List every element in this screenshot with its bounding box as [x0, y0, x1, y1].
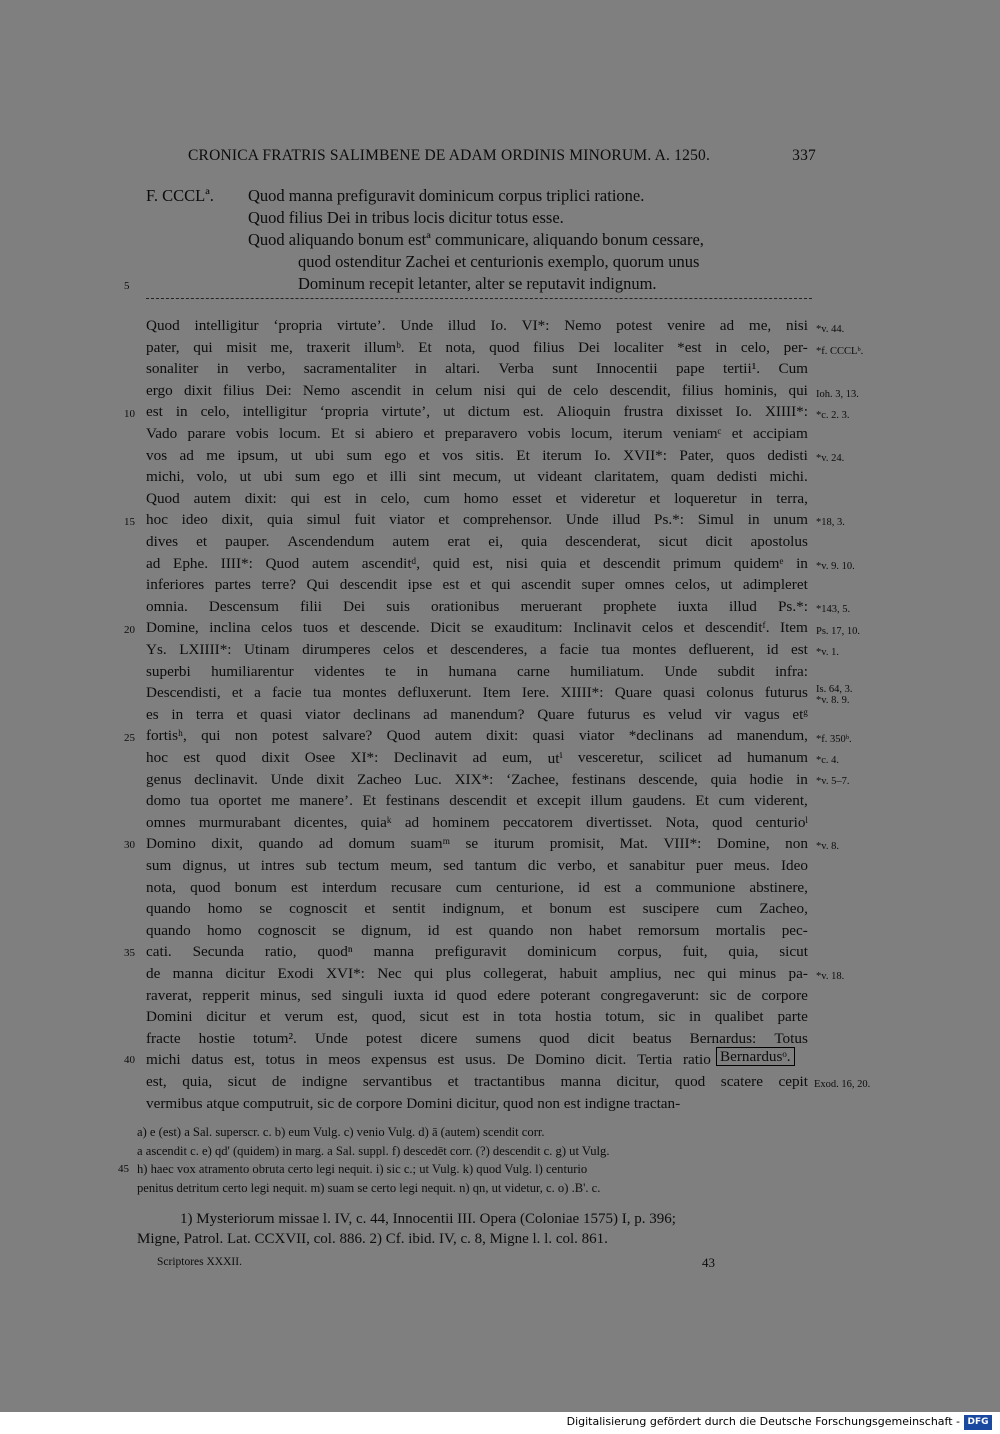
- body-line: cati. Secunda ratio, quodⁿ manna prefiguravit dominicum corpus, fuit, quia, sicut: [146, 943, 808, 961]
- margin-ref: Exod. 16, 20.: [814, 1079, 871, 1090]
- boxed-word-text: Bernardusᵒ.: [716, 1047, 795, 1066]
- body-line: quando homo se cognoscit et sentit indignum, et bonum est suscipere cum Zacheo,: [146, 900, 808, 918]
- body-line: es in terra et quasi viator declinans ad manendum? Quare futurus es velud vir vagus etᵍ: [146, 705, 808, 723]
- margin-ref: *c. 2. 3.: [816, 410, 850, 421]
- body-line: Quod intelligitur ‘propria virtute’. Unde illud Io. VI*: Nemo potest venire ad me, nisi: [146, 317, 808, 334]
- heading-line: Dominum recepit letanter, alter se reputavit indignum.: [298, 274, 657, 293]
- body-line: vermibus atque computruit, sic de corpore Domini dicitur, quod non est indigne tractan-: [146, 1094, 681, 1112]
- body-line: superbi humiliarentur videntes te in humana carne humiliatum. Unde subdit infra:: [146, 662, 808, 680]
- running-header: [188, 147, 816, 165]
- line-number: 45: [118, 1163, 129, 1175]
- dfg-logo: DFG: [964, 1415, 992, 1430]
- body-line: omnia. Descensum filii Dei suis orationibus meruerant prophete iuxta illud Ps.*:: [146, 597, 808, 615]
- body-line: domo tua oportet me manere’. Et festinans descendit et excepit illum gaudens. Et cum viderent,: [146, 792, 808, 810]
- line-number: 25: [124, 732, 135, 744]
- body-line: ad Ephe. IIII*: Quod autem ascenditᵈ, quid est, nisi quia et descendit primum quidemᵉ in: [146, 554, 808, 572]
- sheet-number: 43: [702, 1255, 715, 1270]
- line-number: 40: [124, 1054, 135, 1066]
- body-line: de manna dicitur Exodi XVI*: Nec qui plus collegerat, habuit amplius, nec qui minus pa-: [146, 965, 808, 982]
- note-line: a) e (est) a Sal. superscr. c. b) eum Vulg. c) venio Vulg. d) ā (autem) scendit corr.: [137, 1125, 545, 1139]
- boxed-word: [716, 1048, 795, 1066]
- body-line: sum dignus, ut intres sub tectum meum, sed tantum dic verbo, et sanabitur puer meus. Ideo: [146, 857, 808, 874]
- margin-ref: *v. 24.: [816, 453, 845, 464]
- body-line: ergo dixit filius Dei: Nemo ascendit in celum nisi qui de celo descendit, filius hominis, qui: [146, 381, 808, 399]
- body-line: Vado parare vobis locum. Et si abiero et preparavero vobis locum, iterum veniamᶜ et accipiam: [146, 425, 808, 442]
- margin-ref: *c. 4.: [816, 755, 840, 766]
- body-line: dives et pauper. Ascendendum autem erat ei, quia descenderat, sicut dicit apostolus: [146, 533, 808, 550]
- margin-ref: *18, 3.: [816, 517, 845, 528]
- body-line: vos ad me ipsum, ut ubi sum ego et vos sitis. Et iterum Io. XVII*: Pater, quos dedisti: [146, 446, 808, 464]
- running-title: CRONICA FRATRIS SALIMBENE DE ADAM ORDINIS MINORUM. A. 1250.: [188, 147, 711, 164]
- body-line: raverat, repperit minus, sed singuli iuxta id quod edere poterant congregaverunt: sic de corpore: [146, 986, 808, 1004]
- body-line: Domino dixit, quando ad domum suamᵐ se iturum promisit, Mat. VIII*: Domine, non: [146, 835, 808, 853]
- body-line: fortisʰ, qui non potest salvare? Quod autem dixit: quasi viator *declinans ad manendum,: [146, 727, 808, 745]
- footer-bar: [0, 1412, 1000, 1434]
- folio-mark: F. CCCLª.: [146, 186, 214, 205]
- body-line: pater, qui misit me, traxerit illumᵇ. Et nota, quod filius Dei localiter *est in celo, per-: [146, 338, 808, 356]
- margin-ref: Ioh. 3, 13.: [816, 389, 859, 400]
- note-line: penitus detritum certo legi nequit. m) suam se certo legi nequit. n) qn, ut videtur, c. o) .B'. c.: [137, 1181, 601, 1195]
- margin-ref: *f. 350ᵇ.: [816, 734, 852, 745]
- body-line: Domine, inclina celos tuos et descende. Dicit se exauditum: Inclinavit celos et descenditᶠ. Item: [146, 619, 808, 637]
- line-number: 30: [124, 839, 135, 851]
- margin-ref: *v. 44.: [816, 324, 845, 335]
- funding-notice: Digitalisierung gefördert durch die Deutsche Forschungsgemeinschaft -: [566, 1415, 960, 1428]
- footnote-line: 1) Mysteriorum missae l. IV, c. 44, Innocentii III. Opera (Coloniae 1575) I, p. 396;: [180, 1211, 676, 1227]
- heading-line: quod ostenditur Zachei et centurionis exemplo, quorum unus: [298, 252, 700, 271]
- note-line: h) haec vox atramento obruta certo legi nequit. i) sic c.; ut Vulg. k) quod Vulg. l) centurio: [137, 1162, 588, 1176]
- body-line: Domini dicitur et verum est, quod, sicut est in tota hostia totum, sic in qualibet parte: [146, 1008, 808, 1026]
- margin-ref: *v. 18.: [816, 971, 845, 982]
- line-number: 10: [124, 408, 135, 420]
- separator-rule: [146, 298, 812, 299]
- body-line: Quod autem dixit: qui est in celo, cum homo esset et videretur et loqueretur in terra,: [146, 489, 808, 507]
- margin-ref: *f. CCCLᵇ.: [816, 346, 864, 357]
- body-line: sonaliter in verbo, sacramentaliter in altari. Verba sunt Innocentii pape tertii¹. Cum: [146, 360, 808, 378]
- body-line: est, quia, sicut de indigne servantibus et tractantibus manna dicitur, quod scatere cepit: [146, 1073, 808, 1090]
- body-line: nota, quod bonum est interdum recusare cum centurione, id est a communione abstinere,: [146, 878, 808, 896]
- body-line: inferiores partes terre? Qui descendit ipse est et qui ascendit super omnes celos, ut adimpleret: [146, 576, 808, 594]
- body-line: michi datus est, totus in meos expensus est usus. De Domino dicit. Tertia ratio: [146, 1051, 711, 1069]
- body-line: Descendisti, et a facie tua montes defluxerunt. Item Iere. XIIII*: Quare quasi colonus futurus: [146, 684, 808, 702]
- body-line: fracte hostie totum². Unde potest dicere sumens quod dicit beatus Bernardus: Totus: [146, 1029, 808, 1047]
- margin-ref: *v. 8. 9.: [816, 695, 850, 706]
- margin-ref: Ps. 17, 10.: [816, 626, 861, 637]
- margin-ref: Is. 64, 3.: [816, 684, 853, 695]
- body-line: hoc ideo dixit, quia simul fuit viator et comprehensor. Unde illud Ps.*: Simul in unum: [146, 511, 808, 529]
- margin-ref: *143, 5.: [816, 604, 851, 615]
- heading-line: Quod aliquando bonum estª communicare, aliquando bonum cessare,: [248, 230, 704, 249]
- body-line: michi, volo, ut ubi sum ego et illi sint mecum, ut videant claritatem, quam dedisti michi.: [146, 468, 808, 486]
- body-line: est in celo, intelligitur ‘propria virtute’, ut dictum est. Alioquin frustra dixisset Io. XIIII*:: [146, 403, 808, 421]
- margin-ref: *v. 1.: [816, 647, 839, 658]
- body-line: omnes murmurabant dicentes, quiaᵏ ad hominem peccatorem divertisset. Nota, quod centurioˡ: [146, 813, 808, 831]
- margin-ref: *v. 5–7.: [816, 776, 850, 787]
- heading-line: Quod manna prefiguravit dominicum corpus triplici ratione.: [248, 186, 645, 205]
- body-line: Ys. LXIIII*: Utinam dirumperes celos et descenderes, a facie tua montes defluerent, id est: [146, 641, 808, 658]
- line-number: 15: [124, 516, 135, 528]
- body-line: quando homo cognoscit se dignum, id est quando non habet remorsum mortalis pec-: [146, 921, 808, 939]
- note-line: a ascendit c. e) qd' (quidem) in marg. a Sal. suppl. f) descedēt corr. (?) descendit c. g) ut Vulg.: [137, 1144, 610, 1158]
- footnote-line: Migne, Patrol. Lat. CCXVII, col. 886. 2) Cf. ibid. IV, c. 8, Migne l. l. col. 861.: [137, 1231, 608, 1247]
- margin-ref: *v. 8.: [816, 841, 839, 852]
- signature-mark: Scriptores XXXII.: [157, 1256, 242, 1268]
- body-line: genus declinavit. Unde dixit Zacheo Luc. XIX*: ‘Zachee, festinans descende, quia hodie in: [146, 770, 808, 788]
- body-line: hoc est quod dixit Osee XI*: Declinavit ad eum, utⁱ vesceretur, scilicet ad humanum: [146, 749, 808, 767]
- line-number: 5: [124, 280, 130, 292]
- margin-ref: *v. 9. 10.: [816, 561, 855, 572]
- line-number: 20: [124, 624, 135, 636]
- page-number: 337: [792, 147, 816, 164]
- line-number: 35: [124, 947, 135, 959]
- heading-line: Quod filius Dei in tribus locis dicitur totus esse.: [248, 208, 564, 227]
